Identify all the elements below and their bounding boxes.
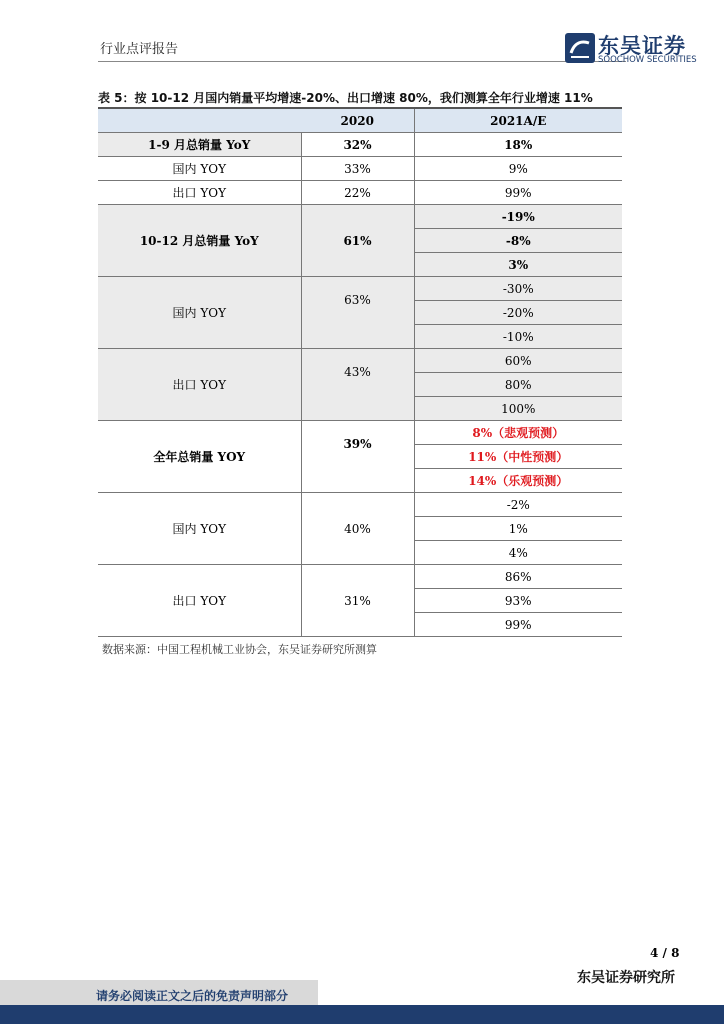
row-label: 国内 YOY [98,157,301,181]
sales-forecast-table [98,109,622,637]
cell-2021: -10% [414,325,622,349]
table-caption: 表 5：按 10-12 月国内销量平均增速-20%、出口增速 80%，我们测算全年行业增速 11% [98,91,593,105]
cell-2021: 3% [414,253,622,277]
cell-2021-pessimistic: 8%（悲观预测） [414,421,622,445]
table-row [98,133,622,157]
cell-2020: 33% [301,157,414,181]
row-label: 1-9 月总销量 YoY [98,133,301,157]
cell-2021: 86% [414,565,622,589]
row-label: 全年总销量 YOY [98,421,301,493]
cell-2021: 18% [414,133,622,157]
cell-2020: 63% [301,277,414,349]
cell-2020: 22% [301,181,414,205]
row-label: 国内 YOY [98,493,301,565]
cell-2021: 1% [414,517,622,541]
table-row [98,493,622,517]
soochow-logo-icon [565,33,595,63]
company-logo [565,32,710,66]
logo-text-cn: 东吴证券 [598,34,686,58]
cell-2021-neutral: 11%（中性预测） [414,445,622,469]
cell-2020: 40% [301,493,414,565]
header-cell-2021: 2021A/E [414,109,622,133]
row-label: 国内 YOY [98,277,301,349]
cell-2020: 31% [301,565,414,637]
page-number: 4 / 8 [650,946,680,960]
cell-2021: 4% [414,541,622,565]
cell-2021: 9% [414,157,622,181]
table-row [98,349,622,373]
table-row [98,205,622,229]
table-row [98,565,622,589]
cell-2020: 43% [301,349,414,421]
cell-2020: 61% [301,205,414,277]
cell-2020: 39% [301,421,414,493]
table-row [98,181,622,205]
cell-2021: -19% [414,205,622,229]
report-type-label: 行业点评报告 [100,42,179,57]
header-divider [98,61,626,62]
cell-2021: -8% [414,229,622,253]
logo-text-en: SOOCHOW SECURITIES [598,55,697,65]
table-header-row [98,109,622,133]
cell-2021: 93% [414,589,622,613]
data-source-note: 数据来源：中国工程机械工业协会，东吴证券研究所测算 [102,643,377,656]
cell-2021: 99% [414,613,622,637]
row-label: 出口 YOY [98,565,301,637]
cell-2021: 80% [414,373,622,397]
cell-2021: 60% [414,349,622,373]
cell-2021: -20% [414,301,622,325]
table-row [98,277,622,301]
row-label: 出口 YOY [98,181,301,205]
table-row [98,157,622,181]
header-cell-2020: 2020 [301,109,414,133]
row-label: 10-12 月总销量 YoY [98,205,301,277]
footer-disclaimer: 请务必阅读正文之后的免责声明部分 [96,989,289,1003]
cell-2021: 100% [414,397,622,421]
cell-2021: -30% [414,277,622,301]
footer-organization: 东吴证券研究所 [577,970,675,986]
table-row [98,421,622,445]
cell-2021-optimistic: 14%（乐观预测） [414,469,622,493]
cell-2020: 32% [301,133,414,157]
footer-bar [0,1005,724,1024]
cell-2021: -2% [414,493,622,517]
cell-2021: 99% [414,181,622,205]
header-cell-blank [98,109,301,133]
row-label: 出口 YOY [98,349,301,421]
